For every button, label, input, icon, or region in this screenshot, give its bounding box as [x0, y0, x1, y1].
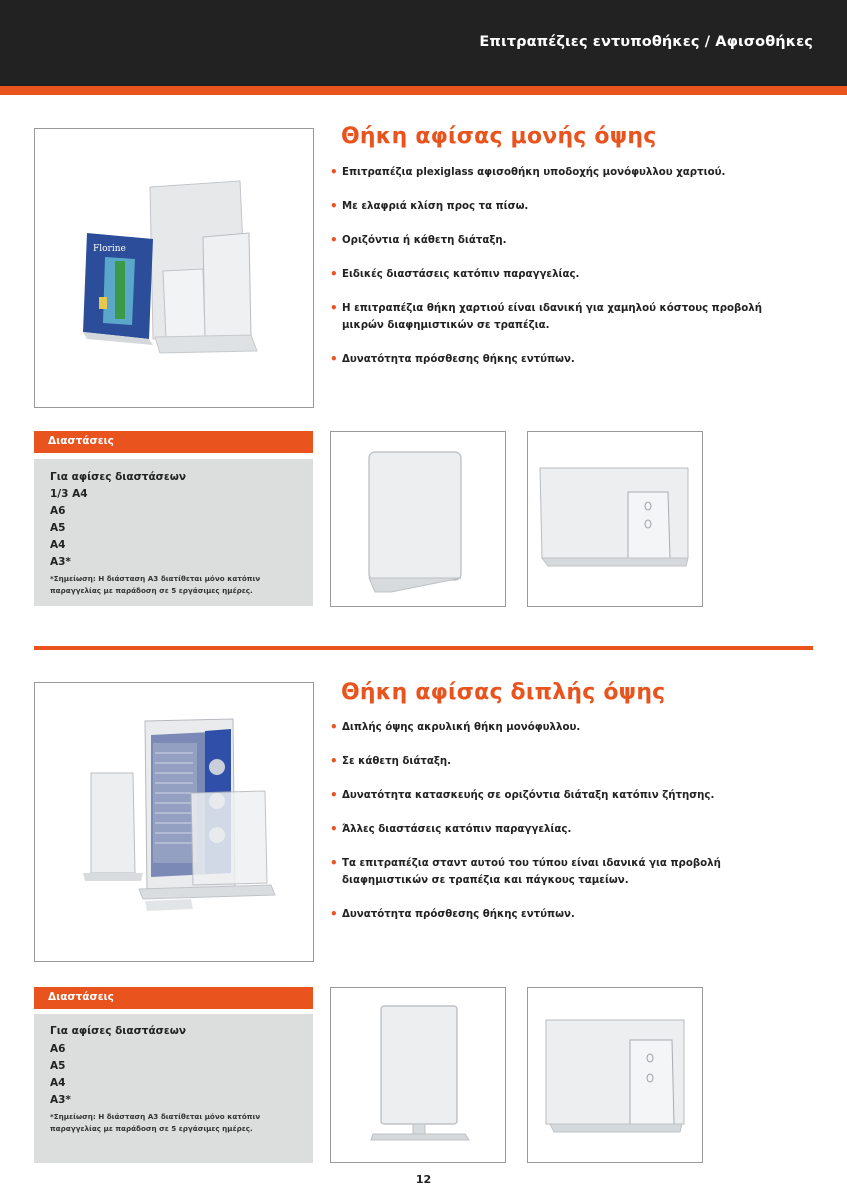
- section2-title: Θήκη αφίσας διπλής όψης: [341, 680, 666, 705]
- dimension-item: Α4: [50, 1077, 66, 1089]
- dimension-item: Α6: [50, 1043, 66, 1055]
- dimensions-note: *Σημείωση: Η διάσταση Α3 διατίθεται μόνο κατόπιν παραγγελίας με παράδοση σε 5 εργάσιμες ημέρες.: [50, 574, 261, 595]
- feature-item: • Με ελαφριά κλίση προς τα πίσω.: [330, 199, 529, 213]
- dimensions-label: Για αφίσες διαστάσεων: [50, 471, 186, 483]
- dimension-item: 1/3 Α4: [50, 488, 88, 500]
- page-header: [0, 0, 847, 86]
- bullet-icon: •: [330, 856, 338, 870]
- dimension-item: Α5: [50, 1060, 66, 1072]
- horizontal-holder-with-pocket-illustration: [528, 432, 702, 606]
- section1-dimensions-heading: Διαστάσεις: [34, 431, 313, 453]
- bullet-icon: •: [330, 907, 338, 921]
- vertical-holder-photo: [330, 431, 506, 607]
- section2-features-list: [330, 719, 800, 923]
- dimension-item: Α4: [50, 539, 66, 551]
- bullet-icon: •: [330, 754, 338, 768]
- dimensions-list: [50, 486, 88, 571]
- vertical-holder-illustration: [331, 432, 505, 606]
- bullet-icon: •: [330, 352, 338, 366]
- feature-item: • Άλλες διαστάσεις κατόπιν παραγγελίας.: [330, 822, 572, 836]
- section1-dimensions-panel: [34, 459, 313, 606]
- feature-item: • Οριζόντια ή κάθετη διάταξη.: [330, 233, 507, 247]
- section-divider: [34, 646, 813, 650]
- dimension-item: Α3*: [50, 1094, 71, 1106]
- page-number: 12: [415, 1173, 432, 1186]
- bullet-icon: •: [330, 301, 338, 315]
- feature-item: • Δυνατότητα κατασκευής σε οριζόντια διάταξη κατόπιν ζήτησης.: [330, 788, 715, 802]
- vertical-double-holder-photo: [330, 987, 506, 1163]
- section1-title: Θήκη αφίσας μονής όψης: [341, 124, 657, 149]
- header-accent-stripe: [0, 86, 847, 95]
- feature-item: • Σε κάθετη διάταξη.: [330, 754, 451, 768]
- feature-item: • Δυνατότητα πρόσθεσης θήκης εντύπων.: [330, 352, 575, 366]
- feature-item: • Διπλής όψης ακρυλική θήκη μονόφυλλου.: [330, 720, 581, 734]
- section1-features-list: [330, 164, 800, 368]
- bullet-icon: •: [330, 199, 338, 213]
- dimensions-list: [50, 1041, 71, 1109]
- horizontal-double-holder-with-pocket-photo: [527, 987, 703, 1163]
- bullet-icon: •: [330, 788, 338, 802]
- dimensions-label: Για αφίσες διαστάσεων: [50, 1025, 186, 1037]
- feature-item: • Η επιτραπέζια θήκη χαρτιού είναι ιδανική για χαμηλού κόστους προβολή μικρών διαφημιστικών σε τραπέζια.: [330, 301, 763, 331]
- bullet-icon: •: [330, 165, 338, 179]
- bullet-icon: •: [330, 267, 338, 281]
- dimension-item: Α3*: [50, 556, 71, 568]
- double-sided-holders-illustration: [35, 683, 313, 961]
- dimension-item: Α6: [50, 505, 66, 517]
- double-sided-holder-photo: [34, 682, 314, 962]
- feature-item: • Επιτραπέζια plexiglass αφισοθήκη υποδοχής μονόφυλλου χαρτιού.: [330, 165, 726, 179]
- feature-item: • Ειδικές διαστάσεις κατόπιν παραγγελίας.: [330, 267, 580, 281]
- bullet-icon: •: [330, 822, 338, 836]
- dimension-item: Α5: [50, 522, 66, 534]
- horizontal-double-holder-with-pocket-illustration: [528, 988, 702, 1162]
- section2-dimensions-panel: [34, 1014, 313, 1163]
- bullet-icon: •: [330, 233, 338, 247]
- vertical-double-holder-illustration: [331, 988, 505, 1162]
- header-title: Επιτραπέζιες εντυποθήκες / Αφισοθήκες: [479, 34, 813, 50]
- bullet-icon: •: [330, 720, 338, 734]
- poster-brand-text: Florine: [93, 244, 126, 254]
- feature-item: • Δυνατότητα πρόσθεσης θήκης εντύπων.: [330, 907, 575, 921]
- feature-item: • Τα επιτραπέζια σταντ αυτού του τύπου είναι ιδανικά για προβολή διαφημιστικών σε τραπέζια και πάγκους ταμείων.: [330, 856, 721, 886]
- horizontal-holder-with-pocket-photo: [527, 431, 703, 607]
- dimensions-note: *Σημείωση: Η διάσταση Α3 διατίθεται μόνο κατόπιν παραγγελίας με παράδοση σε 5 εργάσιμες ημέρες.: [50, 1112, 261, 1133]
- single-sided-holder-photo: [34, 128, 314, 408]
- section2-dimensions-heading: Διαστάσεις: [34, 987, 313, 1009]
- single-sided-holders-illustration: [35, 129, 313, 407]
